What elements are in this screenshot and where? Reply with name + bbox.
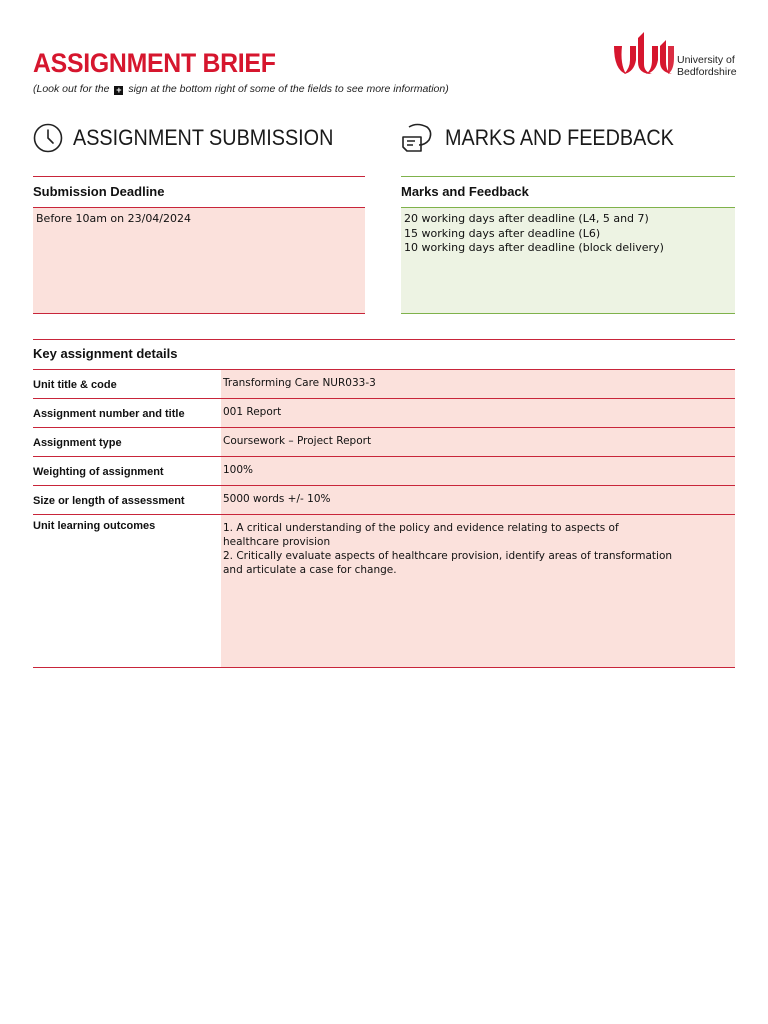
row-label: Weighting of assignment	[33, 457, 221, 486]
table-row	[33, 515, 735, 668]
submission-deadline-title: Submission Deadline	[33, 184, 165, 199]
feedback-chat-icon	[401, 123, 435, 153]
row-value: Transforming Care NUR033-3	[221, 370, 735, 399]
hint-text-before: (Look out for the	[33, 83, 110, 95]
learning-outcomes-list	[223, 521, 675, 577]
learning-outcomes-field	[221, 515, 735, 668]
table-row	[33, 457, 735, 486]
page-title: ASSIGNMENT BRIEF	[33, 48, 276, 78]
row-label: Assignment type	[33, 428, 221, 457]
divider	[401, 313, 735, 314]
row-label: Unit learning outcomes	[33, 515, 221, 668]
submission-section-label: ASSIGNMENT SUBMISSION	[73, 125, 334, 150]
row-value: 5000 words +/- 10%	[221, 486, 735, 515]
submission-deadline-field	[33, 208, 365, 313]
divider	[33, 313, 365, 314]
row-value: 001 Report	[221, 399, 735, 428]
hint-text-after: sign at the bottom right of some of the fields to see more information)	[128, 83, 449, 95]
row-value: 100%	[221, 457, 735, 486]
clock-icon	[33, 123, 63, 153]
table-row	[33, 486, 735, 515]
key-details-title: Key assignment details	[33, 346, 178, 361]
university-name: University of Bedfordshire	[677, 54, 737, 78]
list-item: 1. A critical understanding of the policy and evidence relating to aspects of healthcare provision	[223, 522, 619, 548]
row-value: Coursework – Project Report	[221, 428, 735, 457]
row-label: Size or length of assessment	[33, 486, 221, 515]
feedback-section-header	[401, 122, 699, 154]
submission-section-header	[33, 122, 362, 154]
table-row	[33, 399, 735, 428]
list-item: 2. Critically evaluate aspects of healthcare provision, identify areas of transformation and articulate a case for change.	[223, 550, 673, 576]
table-row	[33, 428, 735, 457]
feedback-line: 20 working days after deadline (L4, 5 and 7)	[404, 212, 649, 225]
feedback-line: 10 working days after deadline (block delivery)	[404, 241, 664, 254]
marks-feedback-title: Marks and Feedback	[401, 184, 529, 199]
key-details-table	[33, 369, 735, 668]
feedback-section-label: MARKS AND FEEDBACK	[445, 125, 674, 150]
hint-text	[33, 83, 449, 95]
row-label: Assignment number and title	[33, 399, 221, 428]
row-label: Unit title & code	[33, 370, 221, 399]
feedback-line: 15 working days after deadline (L6)	[404, 226, 601, 240]
submission-deadline-value: Before 10am on 23/04/2024	[36, 212, 192, 225]
marks-feedback-field	[401, 208, 735, 313]
plus-sign-icon: +	[116, 85, 122, 95]
table-row	[33, 370, 735, 399]
